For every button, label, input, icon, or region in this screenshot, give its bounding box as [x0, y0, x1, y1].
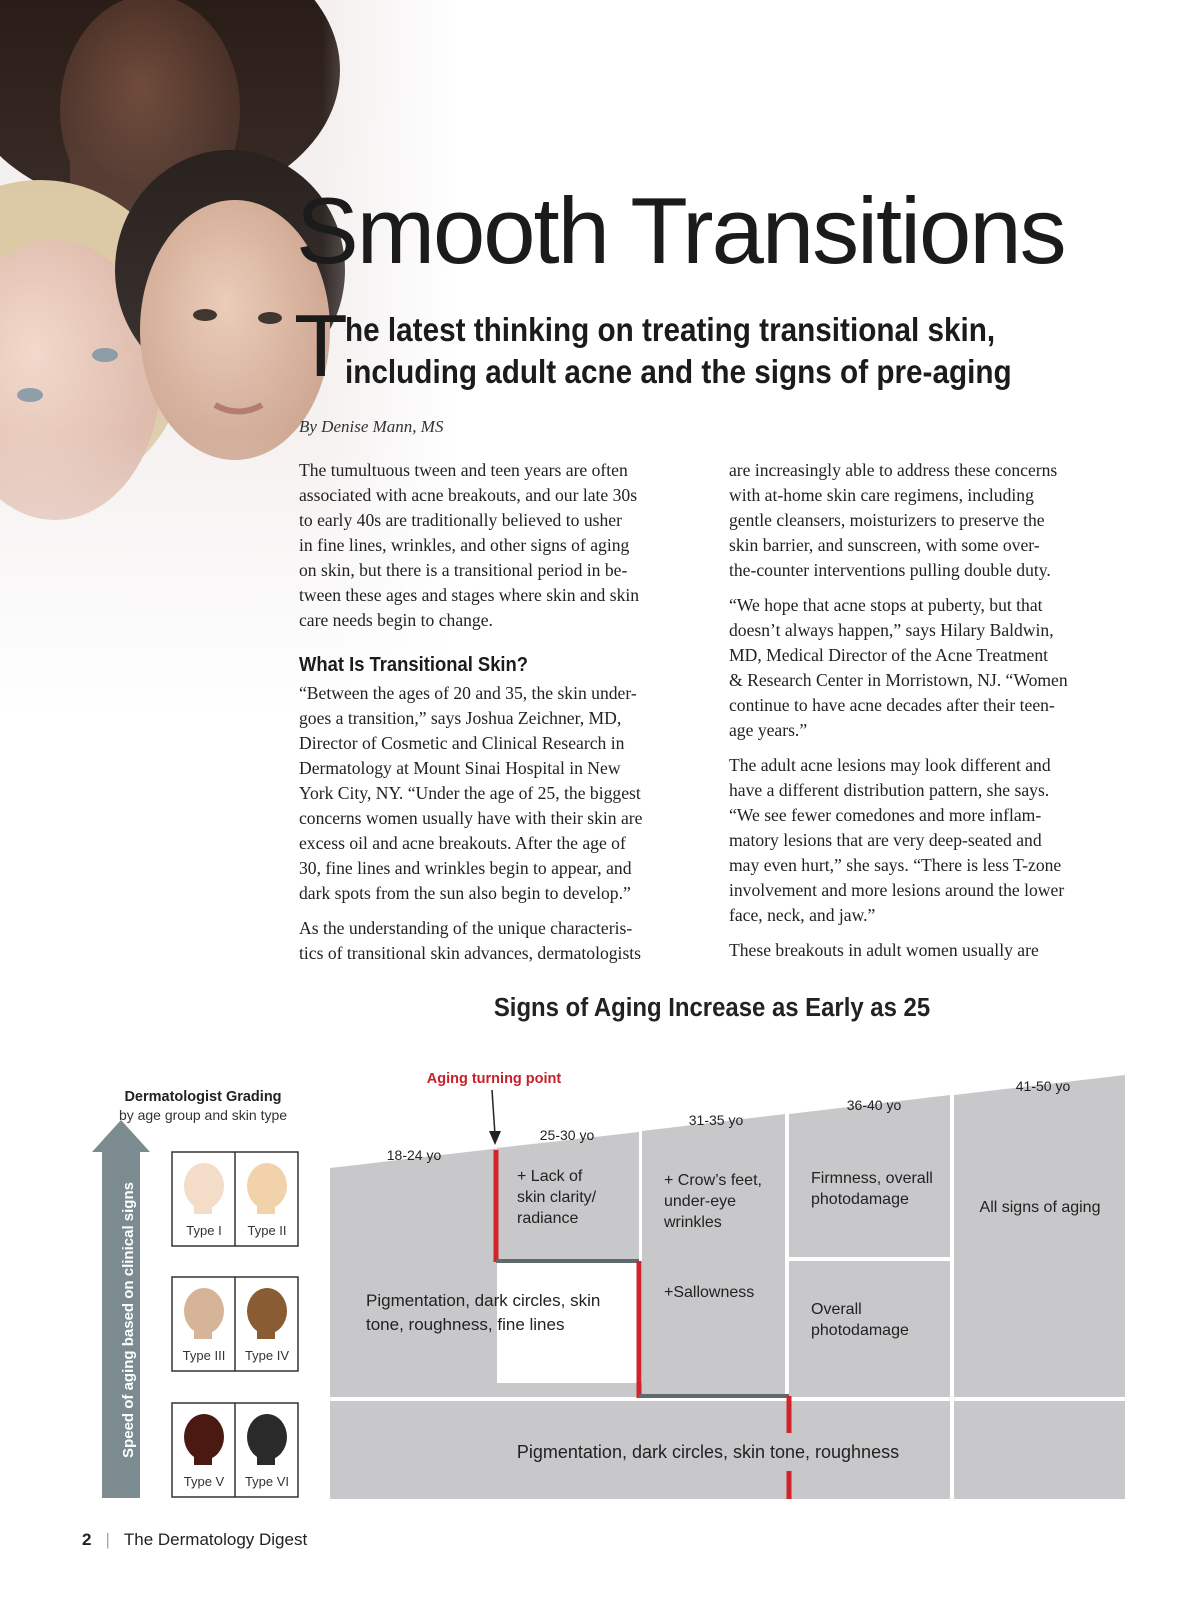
paragraph: [729, 753, 1124, 928]
cell-text-line: tone, roughness, fine lines: [366, 1315, 565, 1334]
skin-type-grid-2: [172, 1277, 298, 1371]
footer-separator: |: [105, 1530, 110, 1549]
skin-type-grid-3: [172, 1403, 298, 1497]
cell-crows-feet: [642, 1114, 785, 1397]
text-line: to early 40s are traditionally believed to usher: [299, 510, 622, 530]
paragraph: [299, 458, 694, 633]
text-line: 30, fine lines and wrinkles begin to appear, and: [299, 858, 632, 878]
paragraph: [729, 593, 1124, 743]
text-line: involvement and more lesions around the lower: [729, 880, 1065, 900]
text-line: age years.”: [729, 720, 808, 740]
cell-text-line: Overall: [811, 1301, 862, 1318]
text-line: goes a transition,” says Joshua Zeichner, MD,: [299, 708, 622, 728]
skin-type-label: Type VI: [244, 1474, 290, 1489]
skin-type-label: Type III: [182, 1348, 226, 1363]
subtitle-line: he latest thinking on treating transitional skin,: [345, 311, 996, 348]
skin-type-label: Type V: [183, 1474, 225, 1489]
arrow-label: Speed of aging based on clinical signs: [120, 1182, 137, 1458]
text-line: may even hurt,” she says. “There is less T-zone: [729, 855, 1062, 875]
grading-subtitle: by age group and skin type: [118, 1107, 288, 1123]
text-line: “Between the ages of 20 and 35, the skin under-: [299, 683, 637, 703]
skin-type-label: Type II: [247, 1223, 287, 1238]
page-number: 2: [82, 1530, 92, 1549]
infographic-title: Signs of Aging Increase as Early as 25: [493, 993, 931, 1023]
cell-text-sallowness: +Sallowness: [664, 1284, 755, 1301]
paragraph: [299, 916, 694, 966]
grading-title: Dermatologist Grading: [124, 1089, 282, 1105]
text-line: the-counter interventions pulling double duty.: [729, 560, 1051, 580]
text-line: concerns women usually have with their skin are: [299, 808, 643, 828]
cell-text-bottom-row: Pigmentation, dark circles, skin tone, roughness: [516, 1442, 900, 1462]
text-line: York City, NY. “Under the age of 25, the biggest: [299, 783, 641, 803]
aging-infographic: [0, 990, 1200, 1530]
paragraph: [299, 681, 694, 906]
turning-point-label: Aging turning point: [426, 1071, 562, 1087]
text-line: Dermatology at Mount Sinai Hospital in New: [299, 758, 621, 778]
text-line: “We hope that acne stops at puberty, but that: [729, 595, 1043, 615]
cell-text-line: Pigmentation, dark circles, skin: [366, 1291, 601, 1310]
age-label: 31-35 yo: [688, 1112, 744, 1128]
cell-all-signs: [954, 1075, 1125, 1397]
cell-text-all-signs: All signs of aging: [979, 1199, 1101, 1216]
paragraph: [729, 458, 1124, 583]
text-line: with at-home skin care regimens, including: [729, 485, 1034, 505]
text-line: continue to have acne decades after their teen-: [729, 695, 1055, 715]
text-line: have a different distribution pattern, she says.: [729, 780, 1050, 800]
text-line: care needs begin to change.: [299, 610, 493, 630]
text-line: doesn’t always happen,” says Hilary Baldwin,: [729, 620, 1054, 640]
age-label: 36-40 yo: [846, 1097, 902, 1113]
text-line: associated with acne breakouts, and our late 30s: [299, 485, 638, 505]
text-line: skin barrier, and sunscreen, with some over-: [729, 535, 1040, 555]
section-heading: What Is Transitional Skin?: [299, 654, 529, 676]
cell-text-line: + Lack of: [517, 1168, 583, 1185]
text-line: face, neck, and jaw.”: [729, 905, 876, 925]
text-line: tics of transitional skin advances, dermatologists: [299, 943, 642, 963]
text-line: are increasingly able to address these concerns: [729, 460, 1058, 480]
cell-text-line: wrinkles: [664, 1214, 722, 1231]
text-line: As the understanding of the unique characteris-: [299, 918, 633, 938]
text-line: dark spots from the sun also begin to develop.”: [299, 883, 631, 903]
subtitle-line: including adult acne and the signs of pre-aging: [345, 353, 1012, 390]
text-line: The adult acne lesions may look different and: [729, 755, 1051, 775]
cell-text-line: + Crow’s feet,: [664, 1172, 762, 1189]
cell-text-line: skin clarity/: [517, 1189, 597, 1206]
cell-text-line: photodamage: [811, 1322, 909, 1339]
article-title: Smooth Transitions: [296, 178, 1065, 283]
text-line: These breakouts in adult women usually are: [729, 940, 1039, 960]
age-label: 25-30 yo: [539, 1127, 595, 1143]
skin-type-label: Type I: [186, 1223, 222, 1238]
cell-text-line: photodamage: [811, 1191, 909, 1208]
paragraph: [729, 938, 1124, 963]
publication-name: The Dermatology Digest: [123, 1530, 308, 1549]
text-line: matory lesions that are very deep-seated and: [729, 830, 1042, 850]
cell-bottom-right: [954, 1401, 1125, 1499]
cell-text-line: under-eye: [664, 1193, 737, 1210]
text-line: & Research Center in Morristown, NJ. “Women: [729, 670, 1068, 690]
cell-text-line: radiance: [517, 1210, 579, 1227]
text-line: tween these ages and stages where skin and skin: [299, 585, 640, 605]
text-line: in fine lines, wrinkles, and other signs of aging: [299, 535, 630, 555]
text-line: on skin, but there is a transitional period in be-: [299, 560, 628, 580]
article-subtitle: [345, 309, 1029, 393]
turning-point-arrow-icon: [489, 1090, 501, 1145]
text-line: “We see fewer comedones and more inflam-: [729, 805, 1042, 825]
text-line: The tumultuous tween and teen years are often: [299, 460, 628, 480]
text-line: gentle cleansers, moisturizers to preserve the: [729, 510, 1045, 530]
subtitle-dropcap: T: [294, 296, 348, 395]
text-line: Director of Cosmetic and Clinical Research in: [299, 733, 625, 753]
byline: By Denise Mann, MS: [299, 417, 444, 436]
page-footer: [82, 1530, 307, 1550]
article-column-1: [299, 458, 694, 976]
age-label: 41-50 yo: [1015, 1078, 1071, 1094]
article-column-2: [729, 458, 1124, 973]
skin-type-grid-1: [172, 1152, 298, 1246]
cell-text-line: Firmness, overall: [811, 1170, 933, 1187]
age-label: 18-24 yo: [386, 1147, 442, 1163]
text-line: MD, Medical Director of the Acne Treatment: [729, 645, 1049, 665]
skin-type-label: Type IV: [244, 1348, 290, 1363]
text-line: excess oil and acne breakouts. After the age of: [299, 833, 626, 853]
